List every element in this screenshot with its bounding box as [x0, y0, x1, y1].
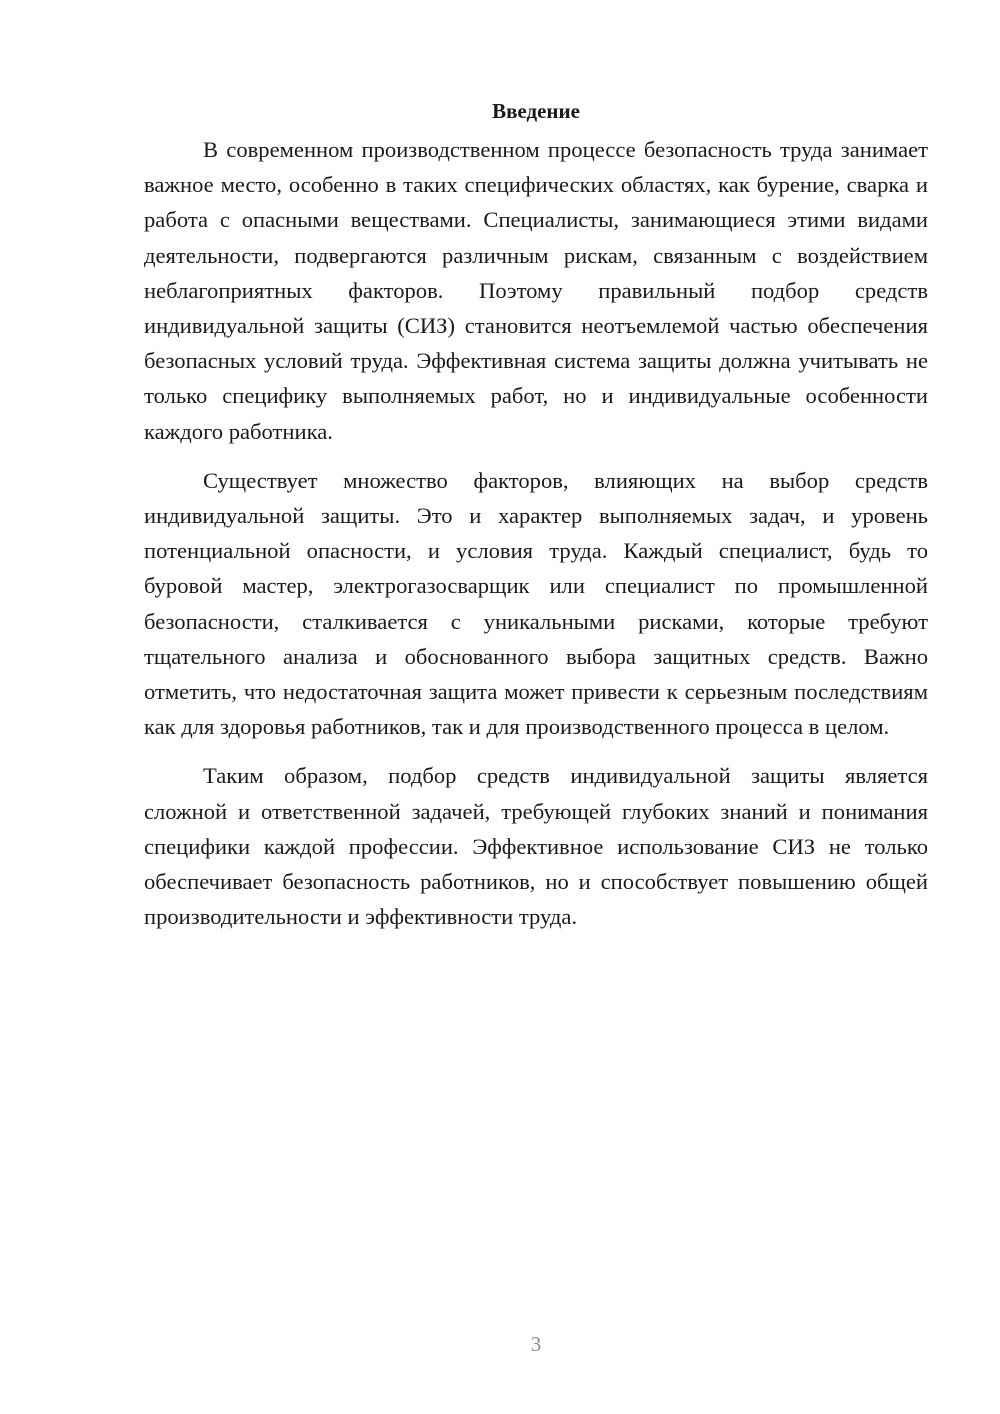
paragraph-2: Существует множество факторов, влияющих на выбор средств индивидуальной защиты. Это и характер выполняемых задач, и уровень потенциальной опасности, и условия труда. Каждый специалист, будь то буровой мастер, электрогазосварщик или специалист по промышленной безопасности, сталкивается с уникальными рисками, которые требуют тщательного анализа и обоснованного выбора защитных средств. Важно отметить, что недостаточная защита может привести к серьезным последствиям как для здоровья работников, так и для производственного процесса в целом. — [144, 467, 928, 740]
section-heading: Введение — [492, 99, 580, 123]
paragraph-3: Таким образом, подбор средств индивидуальной защиты является сложной и ответственной задачей, требующей глубоких знаний и понимания специфики каждой профессии. Эффективное использование СИЗ не только обеспечивает безопасность работников, но и способствует повышению общей производительности и эффективности труда. — [144, 763, 928, 930]
paragraph-1: В современном производственном процессе безопасность труда занимает важное место, особенно в таких специфических областях, как бурение, сварка и работа с опасными веществами. Специалисты, занимающиеся этими видами деятельности, подвергаются различным рискам, связанным с воздействием неблагоприятных факторов. Поэтому правильный подбор средств индивидуальной защиты (СИЗ) становится неотъемлемой частью обеспечения безопасных условий труда. Эффективная система защиты должна учитывать не только специфику выполняемых работ, но и индивидуальные особенности каждого работника. — [144, 137, 928, 444]
page-number: 3 — [530, 1332, 542, 1356]
document-body — [144, 96, 928, 948]
